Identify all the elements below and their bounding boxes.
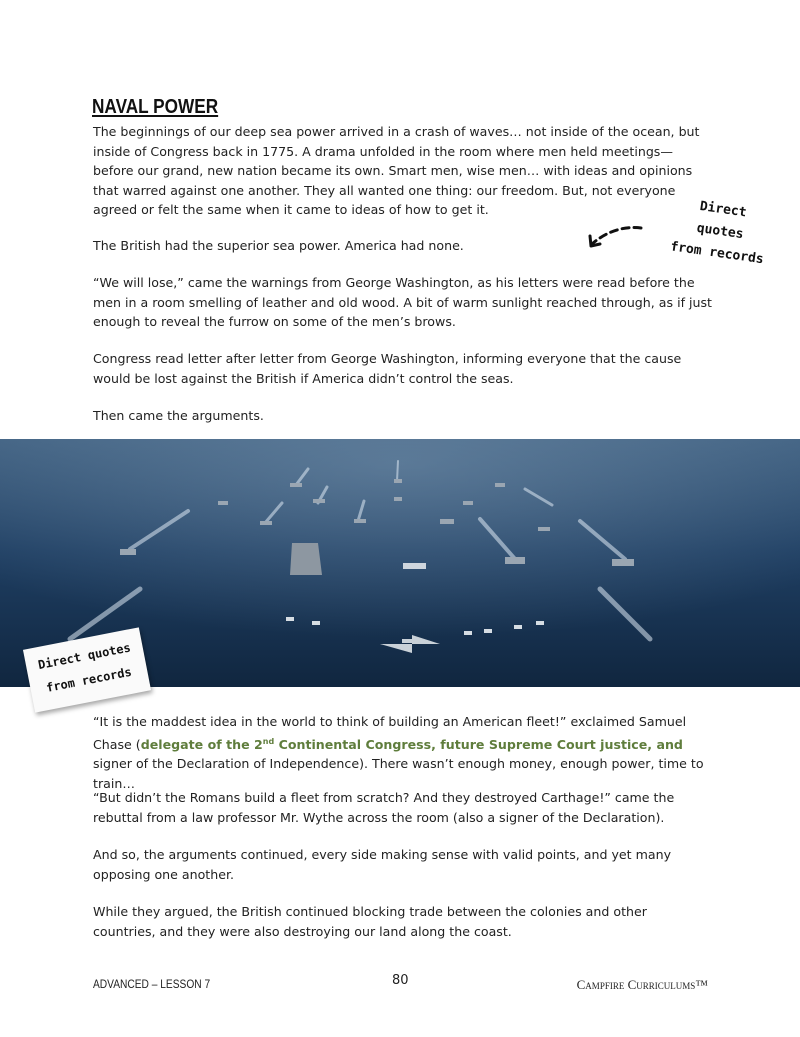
paragraph-arguments: Then came the arguments. — [93, 408, 264, 423]
annotation-line: Direct quotes — [695, 199, 748, 243]
paragraph-intro: The beginnings of our deep sea power arrived in a crash of waves… not inside of the ocean, but inside of Congress back in 1775. A drama unfolded in the room where men held meetings—before our grand, new nation became its own. Smart men, wise men… with ideas and opinions that warred against one another. They all wanted one thing: our freedom. But, not everyone agreed or felt the same when it came to ideas of how to get it. — [93, 124, 700, 218]
dashed-arrow-icon — [586, 222, 646, 250]
annotation-line: from records — [45, 664, 133, 695]
page-title: NAVAL POWER — [92, 96, 219, 118]
footer-publisher: Campfire Curriculums™ — [576, 977, 708, 992]
annotation-line: from records — [669, 239, 765, 268]
paragraph-british-blockade: While they argued, the British continued blocking trade between the colonies and other countries, and they were also destroying our land along the coast. — [93, 904, 647, 939]
paragraph-continued-arguments: And so, the arguments continued, every side making sense with valid points, and yet many opposing one another. — [93, 847, 672, 882]
paragraph-washington-warning: “We will lose,” came the warnings from George Washington, as his letters were read before the men in a room smelling of leather and old wood. A bit of warm sunlight reached through, as if just enough to reveal the furrow on some of the men’s brows. — [93, 275, 712, 330]
footer-lesson: ADVANCED – LESSON 7 — [93, 977, 211, 991]
annotation-line: Direct quotes — [36, 640, 132, 673]
paragraph-samuel-chase: “It is the maddest idea in the world to think of building an American fleet!” exclaimed Samuel Chase (delegate of the 2nd Continental Congress, future Supreme Court justice, and signer of the Declaration of Independence). There wasn’t enough money, enough power, time to train… — [93, 714, 704, 791]
paragraph-wythe-rebuttal: “But didn’t the Romans build a fleet from scratch? And they destroyed Carthage!” came the rebuttal from a law professor Mr. Wythe across the room (also a signer of the Declaration). — [93, 790, 675, 825]
highlighted-credentials: delegate of the 2nd Continental Congress, future Supreme Court justice, and — [140, 736, 683, 752]
page-number: 80 — [392, 973, 409, 988]
paragraph-british-power: The British had the superior sea power. America had none. — [93, 238, 464, 253]
paragraph-congress-letters: Congress read letter after letter from George Washington, informing everyone that the cause would be lost against the British if America didn’t control the seas. — [93, 351, 682, 386]
annotation-direct-quotes-top — [666, 192, 774, 271]
